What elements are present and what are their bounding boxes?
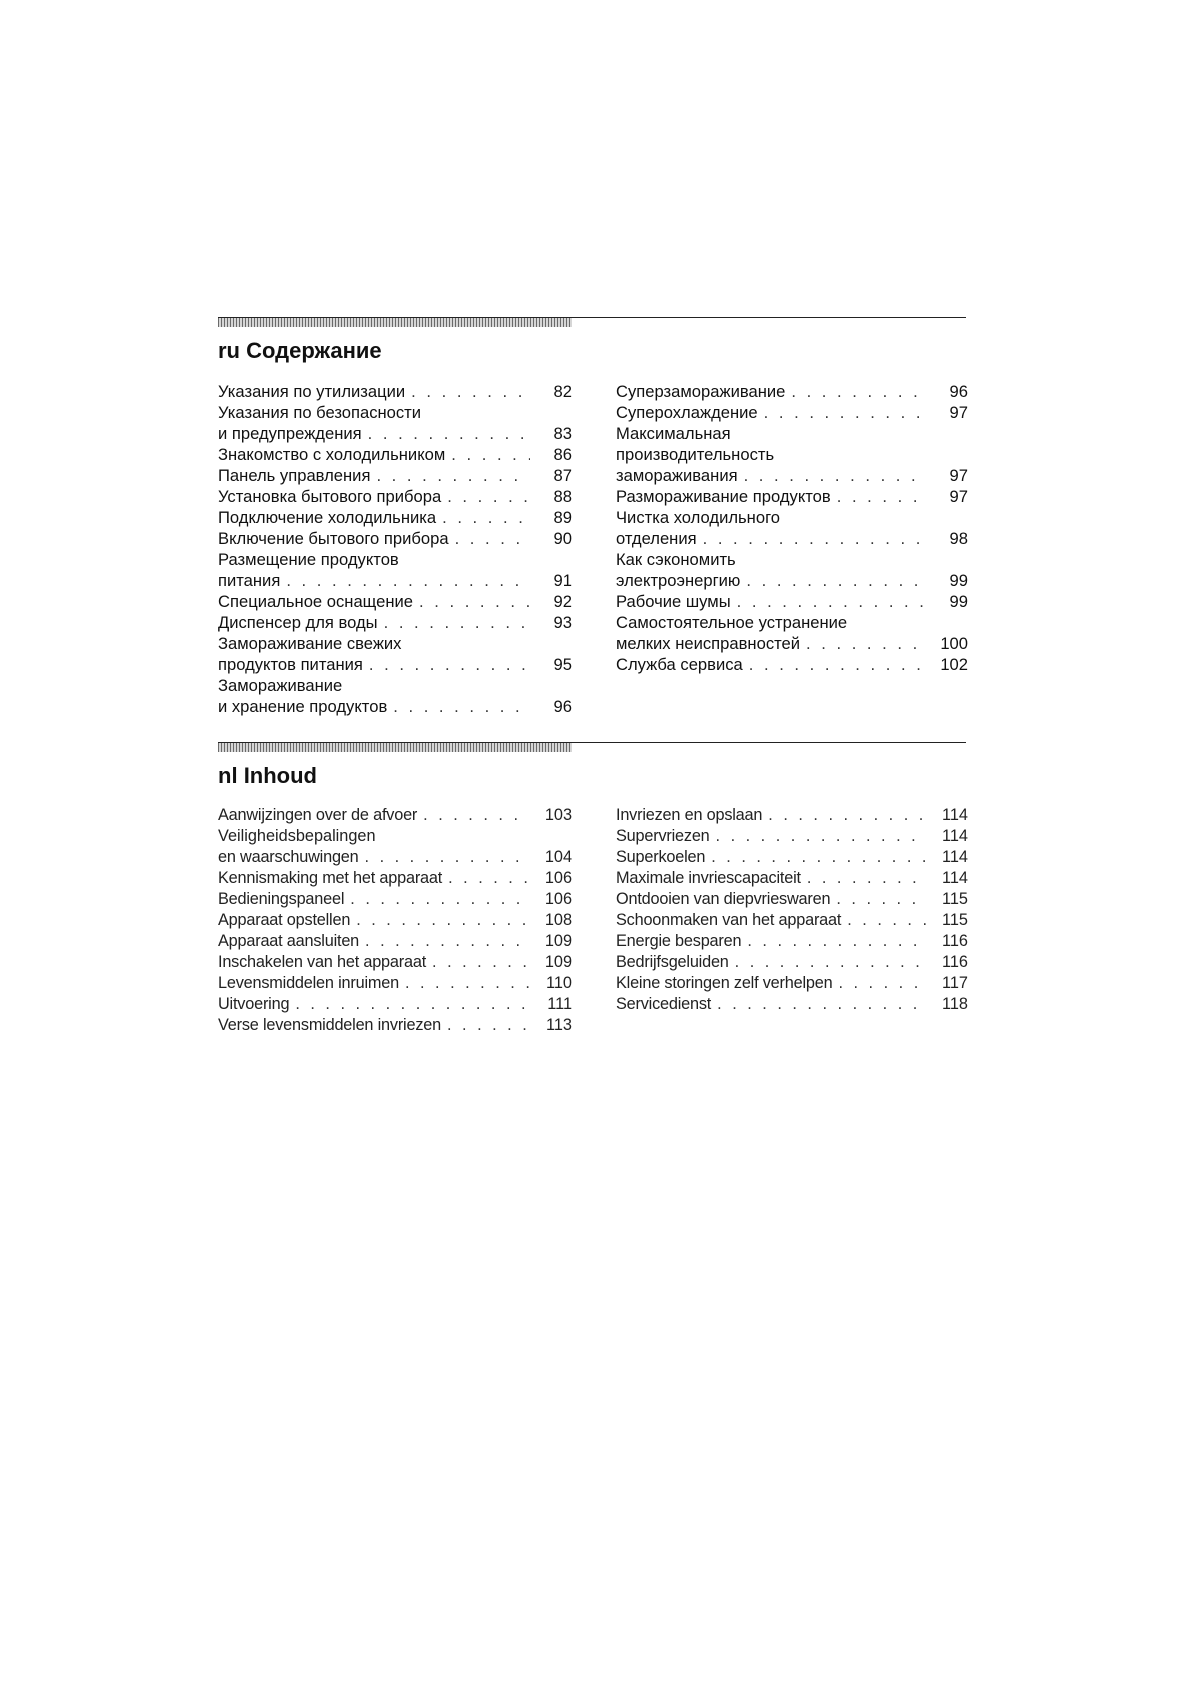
toc-entry-line <box>218 465 572 486</box>
toc-page-number: 102 <box>940 655 968 674</box>
toc-entry-title: Панель управления <box>218 466 371 485</box>
toc-entry <box>616 486 968 507</box>
toc-entry-title-line: Максимальная <box>616 424 731 443</box>
dot-leader <box>393 696 530 717</box>
toc-entry-line <box>616 633 968 654</box>
toc-entry-line <box>616 528 968 549</box>
toc-entry-title: продуктов питания <box>218 655 363 674</box>
toc-entry-title-line: Самостоятельное устранение <box>616 613 848 632</box>
toc-entry <box>616 612 968 654</box>
dot-leader <box>448 868 530 889</box>
toc-page-number: 114 <box>942 806 968 824</box>
toc-page-number: 96 <box>553 697 572 716</box>
dot-leader <box>423 805 530 826</box>
toc-entry-title-line: Указания по безопасности <box>218 403 422 422</box>
toc-entry-line <box>616 486 968 507</box>
toc-entry-title: Рабочие шумы <box>616 592 731 611</box>
toc-page-number: 97 <box>949 487 968 506</box>
toc-entry-line <box>616 381 968 402</box>
toc-entry <box>616 889 968 910</box>
toc-entry-line <box>616 402 968 423</box>
toc-page-number: 99 <box>949 571 968 590</box>
toc-entry-title: Служба сервиса <box>616 655 743 674</box>
toc-entry-title-line: Как сэкономить <box>616 550 736 569</box>
toc-entry-title: Apparaat aansluiten <box>218 932 360 950</box>
toc-entry-title: Servicedienst <box>616 995 712 1013</box>
dot-leader <box>837 486 926 507</box>
toc-page-number: 116 <box>942 953 968 971</box>
toc-entry-title: Superkoelen <box>616 848 706 866</box>
dot-leader <box>807 868 926 889</box>
toc-page-number: 97 <box>949 466 968 485</box>
toc-entry-line <box>218 381 572 402</box>
toc-entry-title: Energie besparen <box>616 932 742 950</box>
dot-leader <box>838 973 926 994</box>
toc-page-number: 97 <box>949 403 968 422</box>
toc-entry-title: Schoonmaken van het apparaat <box>616 911 842 929</box>
toc-entry <box>218 973 572 994</box>
dot-leader <box>376 465 530 486</box>
dot-leader <box>791 381 926 402</box>
toc-page-number: 86 <box>553 445 572 464</box>
toc-entry-line <box>616 910 968 931</box>
toc-entry <box>616 402 968 423</box>
toc-entry-title: Подключение холодильника <box>218 508 437 527</box>
toc-entry-title: отделения <box>616 529 697 548</box>
toc-page-number: 98 <box>949 529 968 548</box>
section-title: Inhoud <box>243 763 317 788</box>
toc-entry-title-line: Чистка холодильного <box>616 508 780 527</box>
dot-leader <box>716 826 926 847</box>
toc-column-right <box>616 381 968 675</box>
toc-entry-title: Суперохлаждение <box>616 403 758 422</box>
toc-entry-line <box>218 973 572 994</box>
toc-entry-title: и предупреждения <box>218 424 362 443</box>
toc-entry <box>616 973 968 994</box>
toc-entry-line <box>616 465 968 486</box>
dot-leader <box>847 910 926 931</box>
toc-entry <box>218 465 572 486</box>
toc-entry-title: Kennismaking met het apparaat <box>218 869 443 887</box>
toc-entry-title: Inschakelen van het apparaat <box>218 953 427 971</box>
toc-entry <box>218 549 572 591</box>
toc-entry <box>218 402 572 444</box>
dot-leader <box>806 633 926 654</box>
toc-entry <box>616 847 968 868</box>
toc-entry-title: Invriezen en opslaan <box>616 806 763 824</box>
section-title: Содержание <box>246 338 382 363</box>
toc-entry-line <box>218 654 572 675</box>
dot-leader <box>295 994 530 1015</box>
toc-entry <box>218 591 572 612</box>
dot-leader <box>365 847 530 868</box>
toc-entry-title: Bedieningspaneel <box>218 890 345 908</box>
toc-entry-title: Включение бытового прибора <box>218 529 449 548</box>
toc-entry-line <box>616 931 968 952</box>
toc-entry <box>218 444 572 465</box>
dot-leader <box>711 847 926 868</box>
dot-leader <box>735 952 926 973</box>
dot-leader <box>836 889 926 910</box>
toc-page-number: 88 <box>553 487 572 506</box>
toc-entry-title: замораживания <box>616 466 738 485</box>
toc-column-left <box>218 805 572 1036</box>
dot-leader <box>768 805 926 826</box>
toc-page-number: 82 <box>553 382 572 401</box>
dot-leader <box>451 444 530 465</box>
dot-leader <box>764 402 926 423</box>
toc-page-number: 103 <box>544 806 572 824</box>
toc-entry <box>616 591 968 612</box>
dot-leader <box>744 465 926 486</box>
toc-page-number: 111 <box>547 995 572 1013</box>
toc-page-number: 87 <box>553 466 572 485</box>
toc-entry-title: электроэнергию <box>616 571 741 590</box>
toc-page-number: 108 <box>544 911 572 929</box>
toc-entry-title-line: Veiligheidsbepalingen <box>218 827 376 845</box>
toc-page-number: 114 <box>942 848 968 866</box>
toc-entry-line <box>616 591 968 612</box>
toc-page-number: 92 <box>553 592 572 611</box>
toc-entry-title: питания <box>218 571 281 590</box>
dot-leader <box>447 1015 530 1036</box>
toc-entry <box>616 381 968 402</box>
toc-entry <box>218 868 572 889</box>
dot-leader <box>717 994 926 1015</box>
toc-entry-title-line: Замораживание <box>218 676 343 695</box>
toc-entry-title: en waarschuwingen <box>218 848 359 866</box>
toc-entry-line <box>218 868 572 889</box>
dot-leader <box>455 528 530 549</box>
toc-entry-line <box>218 994 572 1015</box>
toc-page-number: 104 <box>544 848 572 866</box>
toc-entry-line <box>218 931 572 952</box>
toc-entry-title: Aanwijzingen over de afvoer <box>218 806 418 824</box>
toc-page-number: 117 <box>942 974 968 992</box>
toc-entry <box>218 486 572 507</box>
toc-entry <box>218 826 572 868</box>
toc-entry <box>218 675 572 717</box>
toc-page-number: 95 <box>553 655 572 674</box>
toc-entry-line <box>218 805 572 826</box>
toc-entry <box>218 952 572 973</box>
toc-entry <box>616 931 968 952</box>
toc-entry-title-line: производительность <box>616 445 775 464</box>
toc-entry-title-line: Размещение продуктов <box>218 550 399 569</box>
toc-entry-title: Ontdooien van diepvrieswaren <box>616 890 831 908</box>
toc-page-number: 115 <box>942 890 968 908</box>
toc-entry-title: Levensmiddelen inruimen <box>218 974 399 992</box>
toc-entry-title: Суперзамораживание <box>616 382 786 401</box>
toc-entry-line <box>218 910 572 931</box>
section-divider-line <box>218 742 966 743</box>
dot-leader <box>384 612 530 633</box>
toc-entry-title: Знакомство с холодильником <box>218 445 446 464</box>
toc-entry-line <box>218 952 572 973</box>
toc-entry <box>616 423 968 486</box>
toc-entry-title: Verse levensmiddelen invriezen <box>218 1016 441 1034</box>
toc-entry-line <box>616 973 968 994</box>
toc-entry-title: и хранение продуктов <box>218 697 388 716</box>
section-heading <box>218 763 317 789</box>
toc-entry <box>616 952 968 973</box>
toc-entry <box>616 507 968 549</box>
toc-entry-line <box>218 507 572 528</box>
toc-page-number: 91 <box>553 571 572 590</box>
toc-page-number: 83 <box>553 424 572 443</box>
toc-entry-title: мелких неисправностей <box>616 634 801 653</box>
language-code: nl <box>218 763 238 788</box>
toc-entry <box>218 507 572 528</box>
toc-entry-title: Supervriezen <box>616 827 710 845</box>
toc-page-number: 113 <box>546 1016 572 1034</box>
toc-entry <box>218 994 572 1015</box>
toc-page-number: 99 <box>949 592 968 611</box>
toc-entry-line <box>616 847 968 868</box>
toc-entry-title: Maximale invriescapaciteit <box>616 869 801 887</box>
toc-entry <box>616 826 968 847</box>
toc-page-number: 109 <box>544 953 572 971</box>
toc-page-number: 89 <box>553 508 572 527</box>
toc-entry <box>218 381 572 402</box>
toc-page-number: 116 <box>942 932 968 950</box>
toc-entry-line <box>218 591 572 612</box>
section-header-bar <box>218 318 572 327</box>
toc-column-right <box>616 805 968 1015</box>
toc-entry <box>616 805 968 826</box>
toc-page-number: 118 <box>942 995 968 1013</box>
toc-entry-title: Uitvoering <box>218 995 290 1013</box>
toc-page-number: 106 <box>544 890 572 908</box>
toc-entry-line <box>218 444 572 465</box>
dot-leader <box>749 654 926 675</box>
toc-page-number: 114 <box>942 869 968 887</box>
dot-leader <box>747 931 926 952</box>
toc-entry-title: Размораживание продуктов <box>616 487 831 506</box>
toc-entry-line <box>218 528 572 549</box>
toc-entry <box>218 1015 572 1036</box>
toc-page-number: 110 <box>546 974 572 992</box>
toc-page-number: 106 <box>544 869 572 887</box>
toc-entry-line <box>616 826 968 847</box>
toc-entry-line <box>218 423 572 444</box>
toc-entry-line <box>616 654 968 675</box>
toc-entry-line <box>616 994 968 1015</box>
toc-page-number: 114 <box>942 827 968 845</box>
toc-entry-title: Bedrijfsgeluiden <box>616 953 729 971</box>
dot-leader <box>356 910 530 931</box>
dot-leader <box>350 889 530 910</box>
section-header-bar <box>218 743 572 752</box>
toc-entry <box>616 868 968 889</box>
section-divider-line <box>218 317 966 318</box>
toc-column-left <box>218 381 572 717</box>
toc-page-number: 90 <box>553 529 572 548</box>
dot-leader <box>442 507 530 528</box>
toc-entry-line <box>218 486 572 507</box>
toc-entry-title: Kleine storingen zelf verhelpen <box>616 974 833 992</box>
toc-entry-line <box>616 868 968 889</box>
section-heading <box>218 338 382 364</box>
dot-leader <box>368 423 530 444</box>
toc-entry-title: Специальное оснащение <box>218 592 414 611</box>
toc-entry <box>218 931 572 952</box>
toc-entry <box>218 633 572 675</box>
toc-entry-title: Указания по утилизации <box>218 382 406 401</box>
toc-entry <box>218 889 572 910</box>
dot-leader <box>432 952 530 973</box>
toc-entry-line <box>616 889 968 910</box>
toc-page-number: 109 <box>544 932 572 950</box>
toc-page-number: 100 <box>940 634 968 653</box>
toc-entry-line <box>616 952 968 973</box>
dot-leader <box>737 591 926 612</box>
dot-leader <box>411 381 530 402</box>
toc-page-number: 93 <box>553 613 572 632</box>
toc-entry-line <box>218 696 572 717</box>
toc-entry <box>218 528 572 549</box>
dot-leader <box>419 591 530 612</box>
toc-entry <box>616 654 968 675</box>
toc-entry <box>218 910 572 931</box>
toc-page-number: 115 <box>942 911 968 929</box>
dot-leader <box>369 654 530 675</box>
language-code: ru <box>218 338 240 363</box>
dot-leader <box>365 931 530 952</box>
dot-leader <box>405 973 530 994</box>
toc-entry <box>616 549 968 591</box>
toc-entry-line <box>218 847 572 868</box>
toc-entry-line <box>616 570 968 591</box>
toc-entry <box>218 805 572 826</box>
dot-leader <box>703 528 926 549</box>
toc-entry-title-line: Замораживание свежих <box>218 634 402 653</box>
dot-leader <box>286 570 530 591</box>
toc-entry-title: Установка бытового прибора <box>218 487 442 506</box>
toc-page-number: 96 <box>949 382 968 401</box>
toc-entry <box>616 910 968 931</box>
toc-entry-line <box>218 612 572 633</box>
toc-entry-title: Apparaat opstellen <box>218 911 351 929</box>
dot-leader <box>746 570 926 591</box>
toc-entry <box>218 612 572 633</box>
toc-entry-line <box>218 889 572 910</box>
toc-entry-line <box>218 570 572 591</box>
toc-entry-title: Диспенсер для воды <box>218 613 378 632</box>
toc-entry-line <box>218 1015 572 1036</box>
toc-entry-line <box>616 805 968 826</box>
dot-leader <box>447 486 530 507</box>
toc-entry <box>616 994 968 1015</box>
